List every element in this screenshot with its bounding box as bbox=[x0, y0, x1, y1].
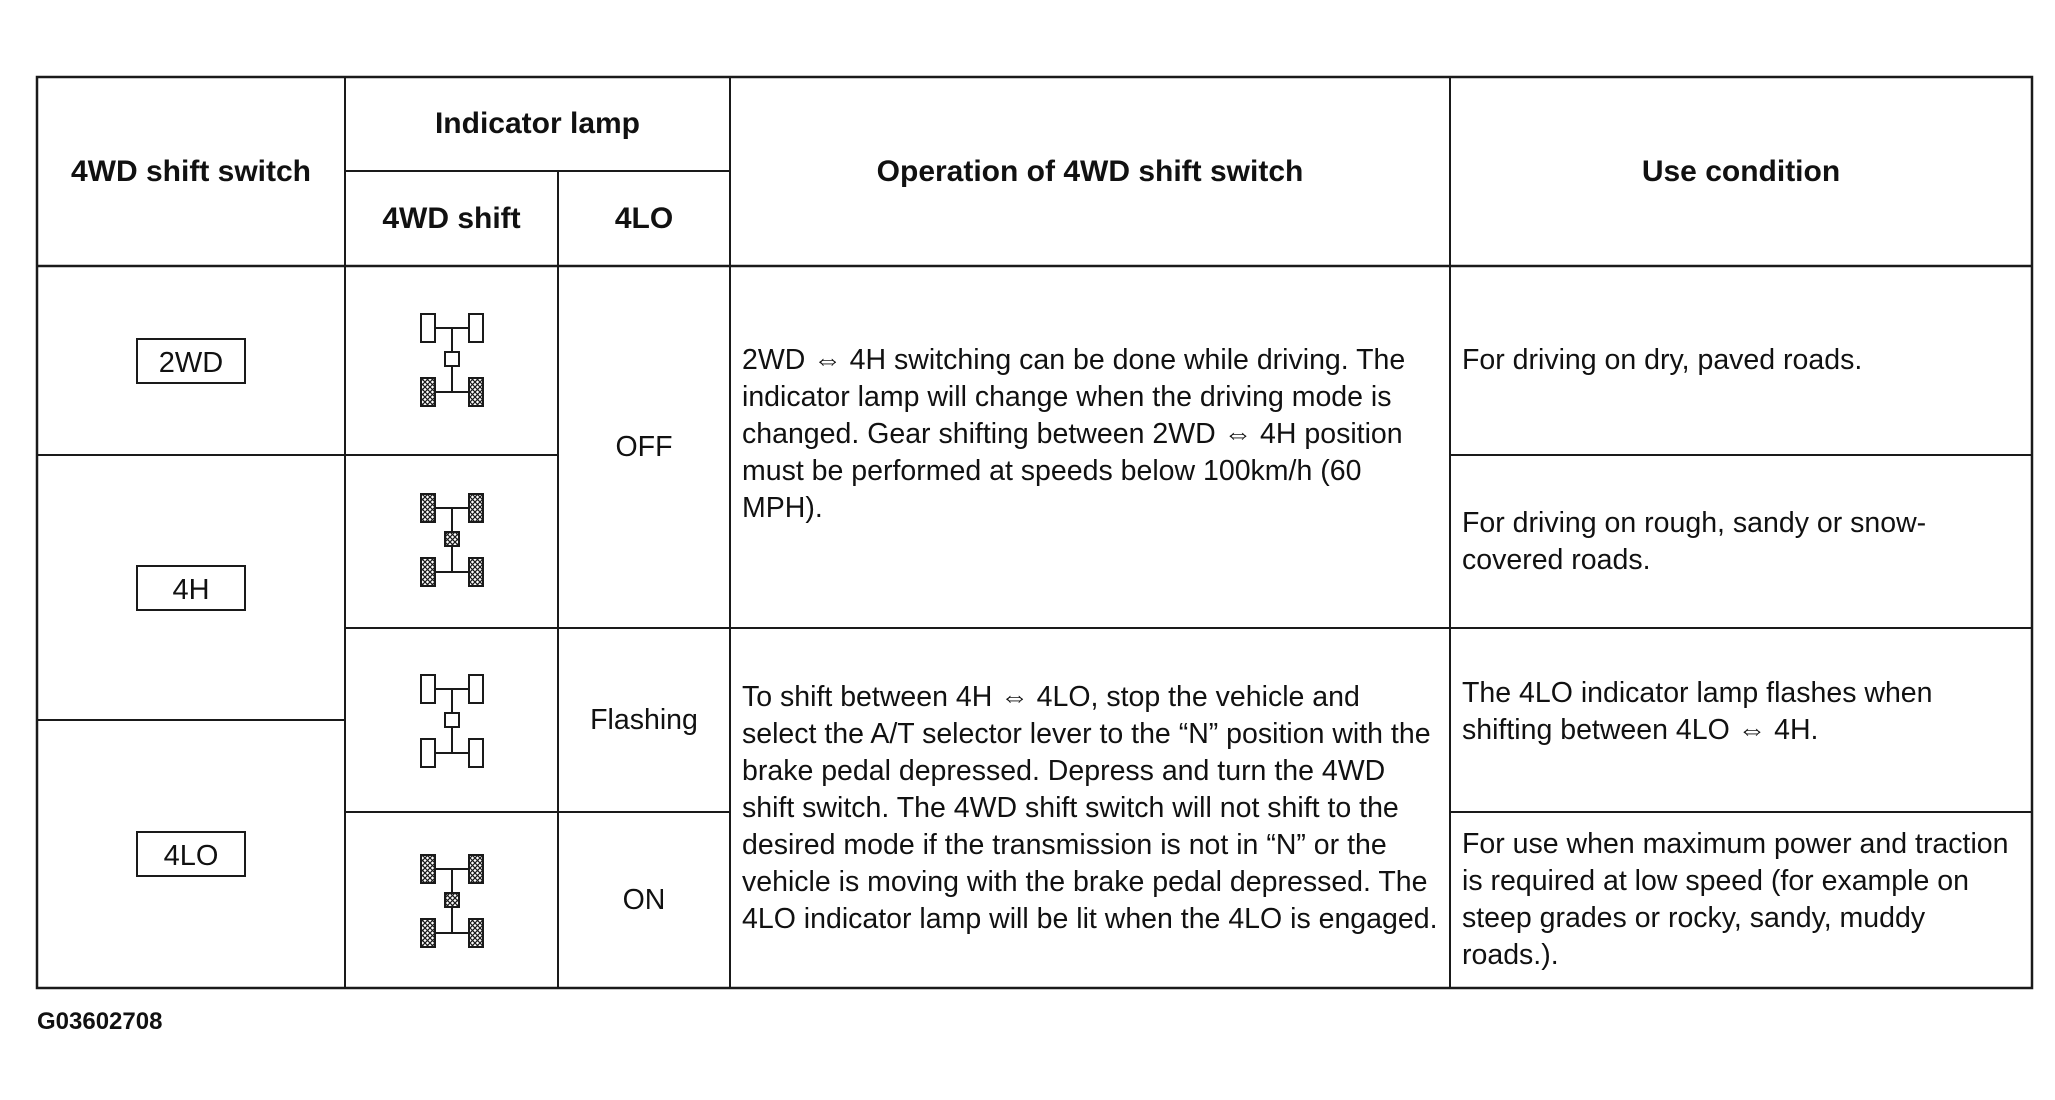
use-condition-4lo: For use when maximum power and traction is required at low speed (for example on steep grades or rocky, sandy, muddy roads.). bbox=[1462, 828, 2009, 971]
switch-2wd-label: 2WD bbox=[136, 338, 246, 384]
header-4wd-shift: 4WD shift bbox=[382, 201, 521, 235]
operation-2wd-4h: 2WD ⇔ 4H switching can be done while driving. The indicator lamp will change when the driving mode is changed. Gear shifting between 2WD ⇔ 4H position must be performed at speeds below 100km/h (60 MPH). bbox=[742, 343, 1406, 524]
4lo-state-off: OFF bbox=[615, 430, 673, 463]
switch-2wd-cell bbox=[37, 266, 345, 455]
all-wheels-outline-drivetrain-icon bbox=[420, 673, 484, 771]
header-4lo: 4LO bbox=[614, 201, 674, 235]
use-condition-2wd: For driving on dry, paved roads. bbox=[1462, 344, 1863, 376]
4wd-drivetrain-icon bbox=[420, 853, 484, 951]
switch-4lo-label: 4LO bbox=[136, 831, 246, 877]
switch-4lo-cell bbox=[37, 720, 345, 988]
header-4wd-shift-switch: 4WD shift switch bbox=[70, 154, 311, 188]
4lo-state-flashing: Flashing bbox=[590, 703, 698, 736]
header-use-condition: Use condition bbox=[1641, 154, 1841, 188]
use-condition-4h: For driving on rough, sandy or snow-covered roads. bbox=[1462, 506, 1927, 576]
switch-4h-label: 4H bbox=[136, 565, 246, 611]
figure-code: G03602708 bbox=[37, 1008, 163, 1035]
operation-4h-4lo: To shift between 4H ⇔ 4LO, stop the vehicle and select the A/T selector lever to the “N” position with the brake pedal depressed. Depress and turn the 4WD shift switch. The 4WD shift switch will not shift to the desired mode if the transmission is not in “N” or the vehicle is moving with the brake pedal depressed. The 4LO indicator lamp will be lit when the 4LO is engaged. bbox=[742, 680, 1438, 935]
header-operation: Operation of 4WD shift switch bbox=[876, 154, 1304, 188]
use-condition-flashing: The 4LO indicator lamp flashes when shifting between 4LO ⇔ 4H. bbox=[1462, 677, 1933, 746]
4lo-state-on: ON bbox=[622, 883, 666, 916]
2wd-drivetrain-icon bbox=[420, 312, 484, 410]
4wd-drivetrain-icon bbox=[420, 492, 484, 590]
switch-4h-cell bbox=[37, 455, 345, 720]
header-indicator-lamp: Indicator lamp bbox=[434, 107, 641, 140]
